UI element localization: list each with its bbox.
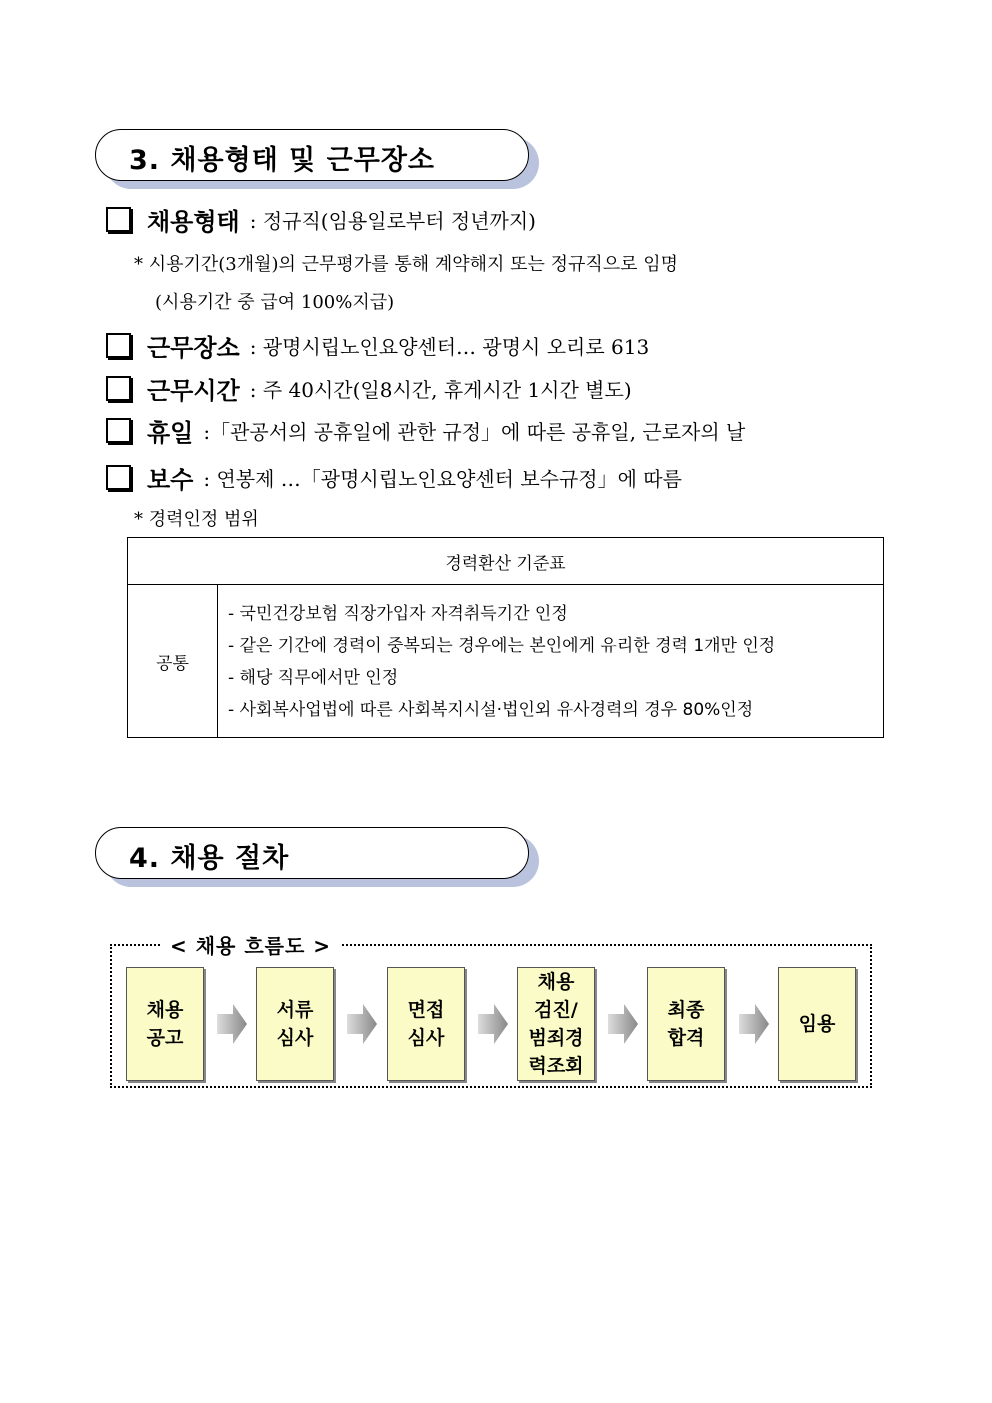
holiday-label: 휴일	[147, 419, 194, 447]
workplace-label: 근무장소	[147, 334, 240, 362]
section4-heading	[95, 827, 529, 879]
arrow-right-icon	[347, 1004, 377, 1044]
hours-line	[106, 371, 632, 406]
flow-title: < 채용 흐름도 >	[160, 930, 341, 959]
arrow-right-icon	[608, 1004, 638, 1044]
career-item: - 해당 직무에서만 인정	[228, 668, 399, 688]
holiday-line	[106, 413, 745, 448]
checkbox-icon	[106, 207, 131, 232]
hours-label: 근무시간	[147, 377, 240, 405]
arrow-right-icon	[217, 1004, 247, 1044]
career-item: - 사회복사업법에 따른 사회복지시설·법인외 유사경력의 경우 80%인정	[228, 700, 754, 720]
flow-step-final-pass: 최종 합격	[647, 967, 725, 1081]
pay-value: : 연봉제 …「광명시립노인요양센터 보수규정」에 따름	[203, 467, 682, 491]
workplace-value: : 광명시립노인요양센터… 광명시 오리로 613	[249, 335, 650, 359]
career-table	[127, 537, 884, 738]
career-item: - 같은 기간에 경력이 중복되는 경우에는 본인에게 유리한 경력 1개만 인정	[228, 636, 776, 656]
career-item: - 국민건강보험 직장가입자 자격취득기간 인정	[228, 604, 568, 624]
workplace-line	[106, 328, 649, 363]
checkbox-icon	[106, 376, 131, 401]
pay-label: 보수	[147, 466, 194, 494]
flow-step-document-review: 서류 심사	[256, 967, 334, 1081]
probation-pay-note: (시용기간 중 급여 100%지급)	[155, 292, 395, 313]
section4-title: 4. 채용 절차	[129, 843, 290, 874]
flow-step-interview: 면접 심사	[387, 967, 465, 1081]
checkbox-icon	[106, 418, 131, 443]
career-table-body	[128, 585, 883, 738]
pay-line	[106, 460, 682, 495]
employment-line	[106, 202, 536, 237]
flow-step-announcement: 채용 공고	[126, 967, 204, 1081]
career-note: * 경력인정 범위	[134, 509, 259, 530]
hours-value: : 주 40시간(일8시간, 휴게시간 1시간 별도)	[249, 378, 632, 402]
holiday-value: :「관공서의 공휴일에 관한 규정」에 따른 공휴일, 근로자의 날	[203, 420, 746, 444]
career-table-items	[218, 585, 775, 738]
probation-note: * 시용기간(3개월)의 근무평가를 통해 계약해지 또는 정규직으로 임명	[134, 254, 679, 275]
checkbox-icon	[106, 333, 131, 358]
section3-title: 3. 채용형태 및 근무장소	[129, 145, 435, 176]
employment-value: : 정규직(임용일로부터 정년까지)	[249, 209, 536, 233]
arrow-right-icon	[739, 1004, 769, 1044]
section3-heading	[95, 129, 529, 181]
career-table-row-label: 공통	[128, 585, 218, 738]
arrow-right-icon	[478, 1004, 508, 1044]
career-table-header: 경력환산 기준표	[128, 538, 883, 585]
employment-label: 채용형태	[147, 208, 240, 236]
flow-step-appointment: 임용	[778, 967, 856, 1081]
checkbox-icon	[106, 465, 131, 490]
flow-step-checkup: 채용 검진/ 범죄경 력조회	[517, 967, 595, 1081]
